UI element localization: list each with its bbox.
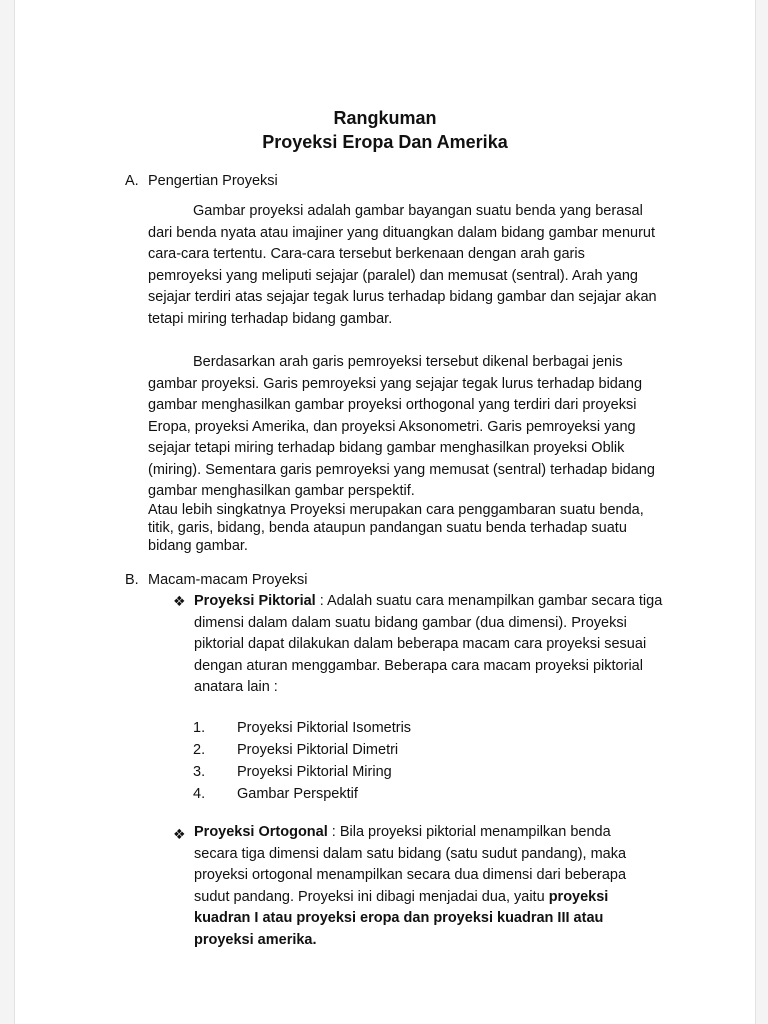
section-a-paragraph-1-text: Gambar proyeksi adalah gambar bayangan suatu benda yang berasal dari benda nyata atau imajiner yang dituangkan dalam bidang gambar menurut cara-cara tertentu. Cara-cara tersebut berkenaan dengan arah garis pemroyeksi yang meliputi sejajar (paralel) dan memusat (sentral). Arah yang sejajar terdiri atas sejajar tegak lurus terhadap bidang gambar dan sejajar akan tetapi miring terhadap bidang gambar.	[148, 203, 657, 327]
document-subtitle: Proyeksi Eropa Dan Amerika	[262, 132, 508, 152]
list-item	[193, 739, 398, 761]
ortogonal-bold-conclusion: proyeksi kuadran I atau proyeksi eropa dan proyeksi kuadran III atau proyeksi amerika.	[194, 888, 609, 948]
ortogonal-term: Proyeksi Ortogonal	[194, 824, 328, 840]
list-item-number: 1.	[193, 720, 206, 736]
list-item-label: Proyeksi Piktorial Isometris	[237, 720, 412, 736]
section-a-heading	[125, 171, 278, 191]
list-item-label: Proyeksi Piktorial Dimetri	[237, 742, 399, 758]
diamond-bullet-icon: ❖	[173, 826, 186, 842]
section-a-paragraph-2-text: Berdasarkan arah garis pemroyeksi tersebut dikenal berbagai jenis gambar proyeksi. Garis pemroyeksi yang sejajar tegak lurus terhadap bidang gambar menghasilkan gambar proyeksi orthogonal yang terdiri dari proyeksi Eropa, proyeksi Amerika, dan proyeksi Aksonometri. Garis pemroyeksi yang sejajar tetapi miring terhadap bidang gambar menghasilkan proyeksi Oblik (miring). Sementara garis pemroyeksi yang memusat (sentral) terhadap bidang gambar menghasilkan gambar perspektif.	[148, 354, 655, 499]
section-a-paragraph-3-text: Atau lebih singkatnya Proyeksi merupakan cara penggambaran suatu benda, titik, garis, bidang, benda ataupun pandangan suatu benda terhadap suatu bidang gambar.	[148, 502, 644, 554]
section-a-letter: A.	[125, 173, 139, 189]
ortogonal-paragraph	[194, 822, 658, 951]
list-item	[193, 717, 411, 739]
section-a-title: Pengertian Proyeksi	[148, 173, 278, 189]
list-item	[193, 783, 358, 805]
piktorial-paragraph	[194, 591, 664, 699]
list-item	[193, 761, 392, 783]
section-a-paragraph-3	[148, 501, 662, 555]
list-item-number: 3.	[193, 764, 206, 780]
piktorial-text: : Adalah suatu cara menampilkan gambar secara tiga dimensi dalam dalam suatu bidang gambar (dua dimensi). Proyeksi piktorial dapat dilakukan dalam beberapa macam cara proyeksi sesuai dengan aturan menggambar. Beberapa cara macam proyeksi piktorial anatara lain :	[194, 593, 663, 695]
ortogonal-text: : Bila proyeksi piktorial menampilkan benda secara tiga dimensi dalam satu bidang (satu sudut pandang), maka proyeksi ortogonal menampilkan secara dua dimensi dari beberapa sudut pandang. Proyeksi ini dibagi menjadai dua, yaitu	[194, 824, 627, 905]
list-item-number: 2.	[193, 742, 206, 758]
section-a-paragraph-1	[148, 201, 662, 330]
section-b-letter: B.	[125, 572, 139, 588]
section-b-title: Macam-macam Proyeksi	[148, 572, 308, 588]
piktorial-term: Proyeksi Piktorial	[194, 593, 316, 609]
list-item-number: 4.	[193, 786, 206, 802]
section-a-paragraph-2	[148, 352, 662, 503]
diamond-bullet-icon: ❖	[173, 593, 186, 609]
document-title: Rangkuman	[333, 108, 437, 128]
section-b-heading	[125, 570, 308, 590]
list-item-label: Gambar Perspektif	[237, 786, 358, 802]
list-item-label: Proyeksi Piktorial Miring	[237, 764, 392, 780]
